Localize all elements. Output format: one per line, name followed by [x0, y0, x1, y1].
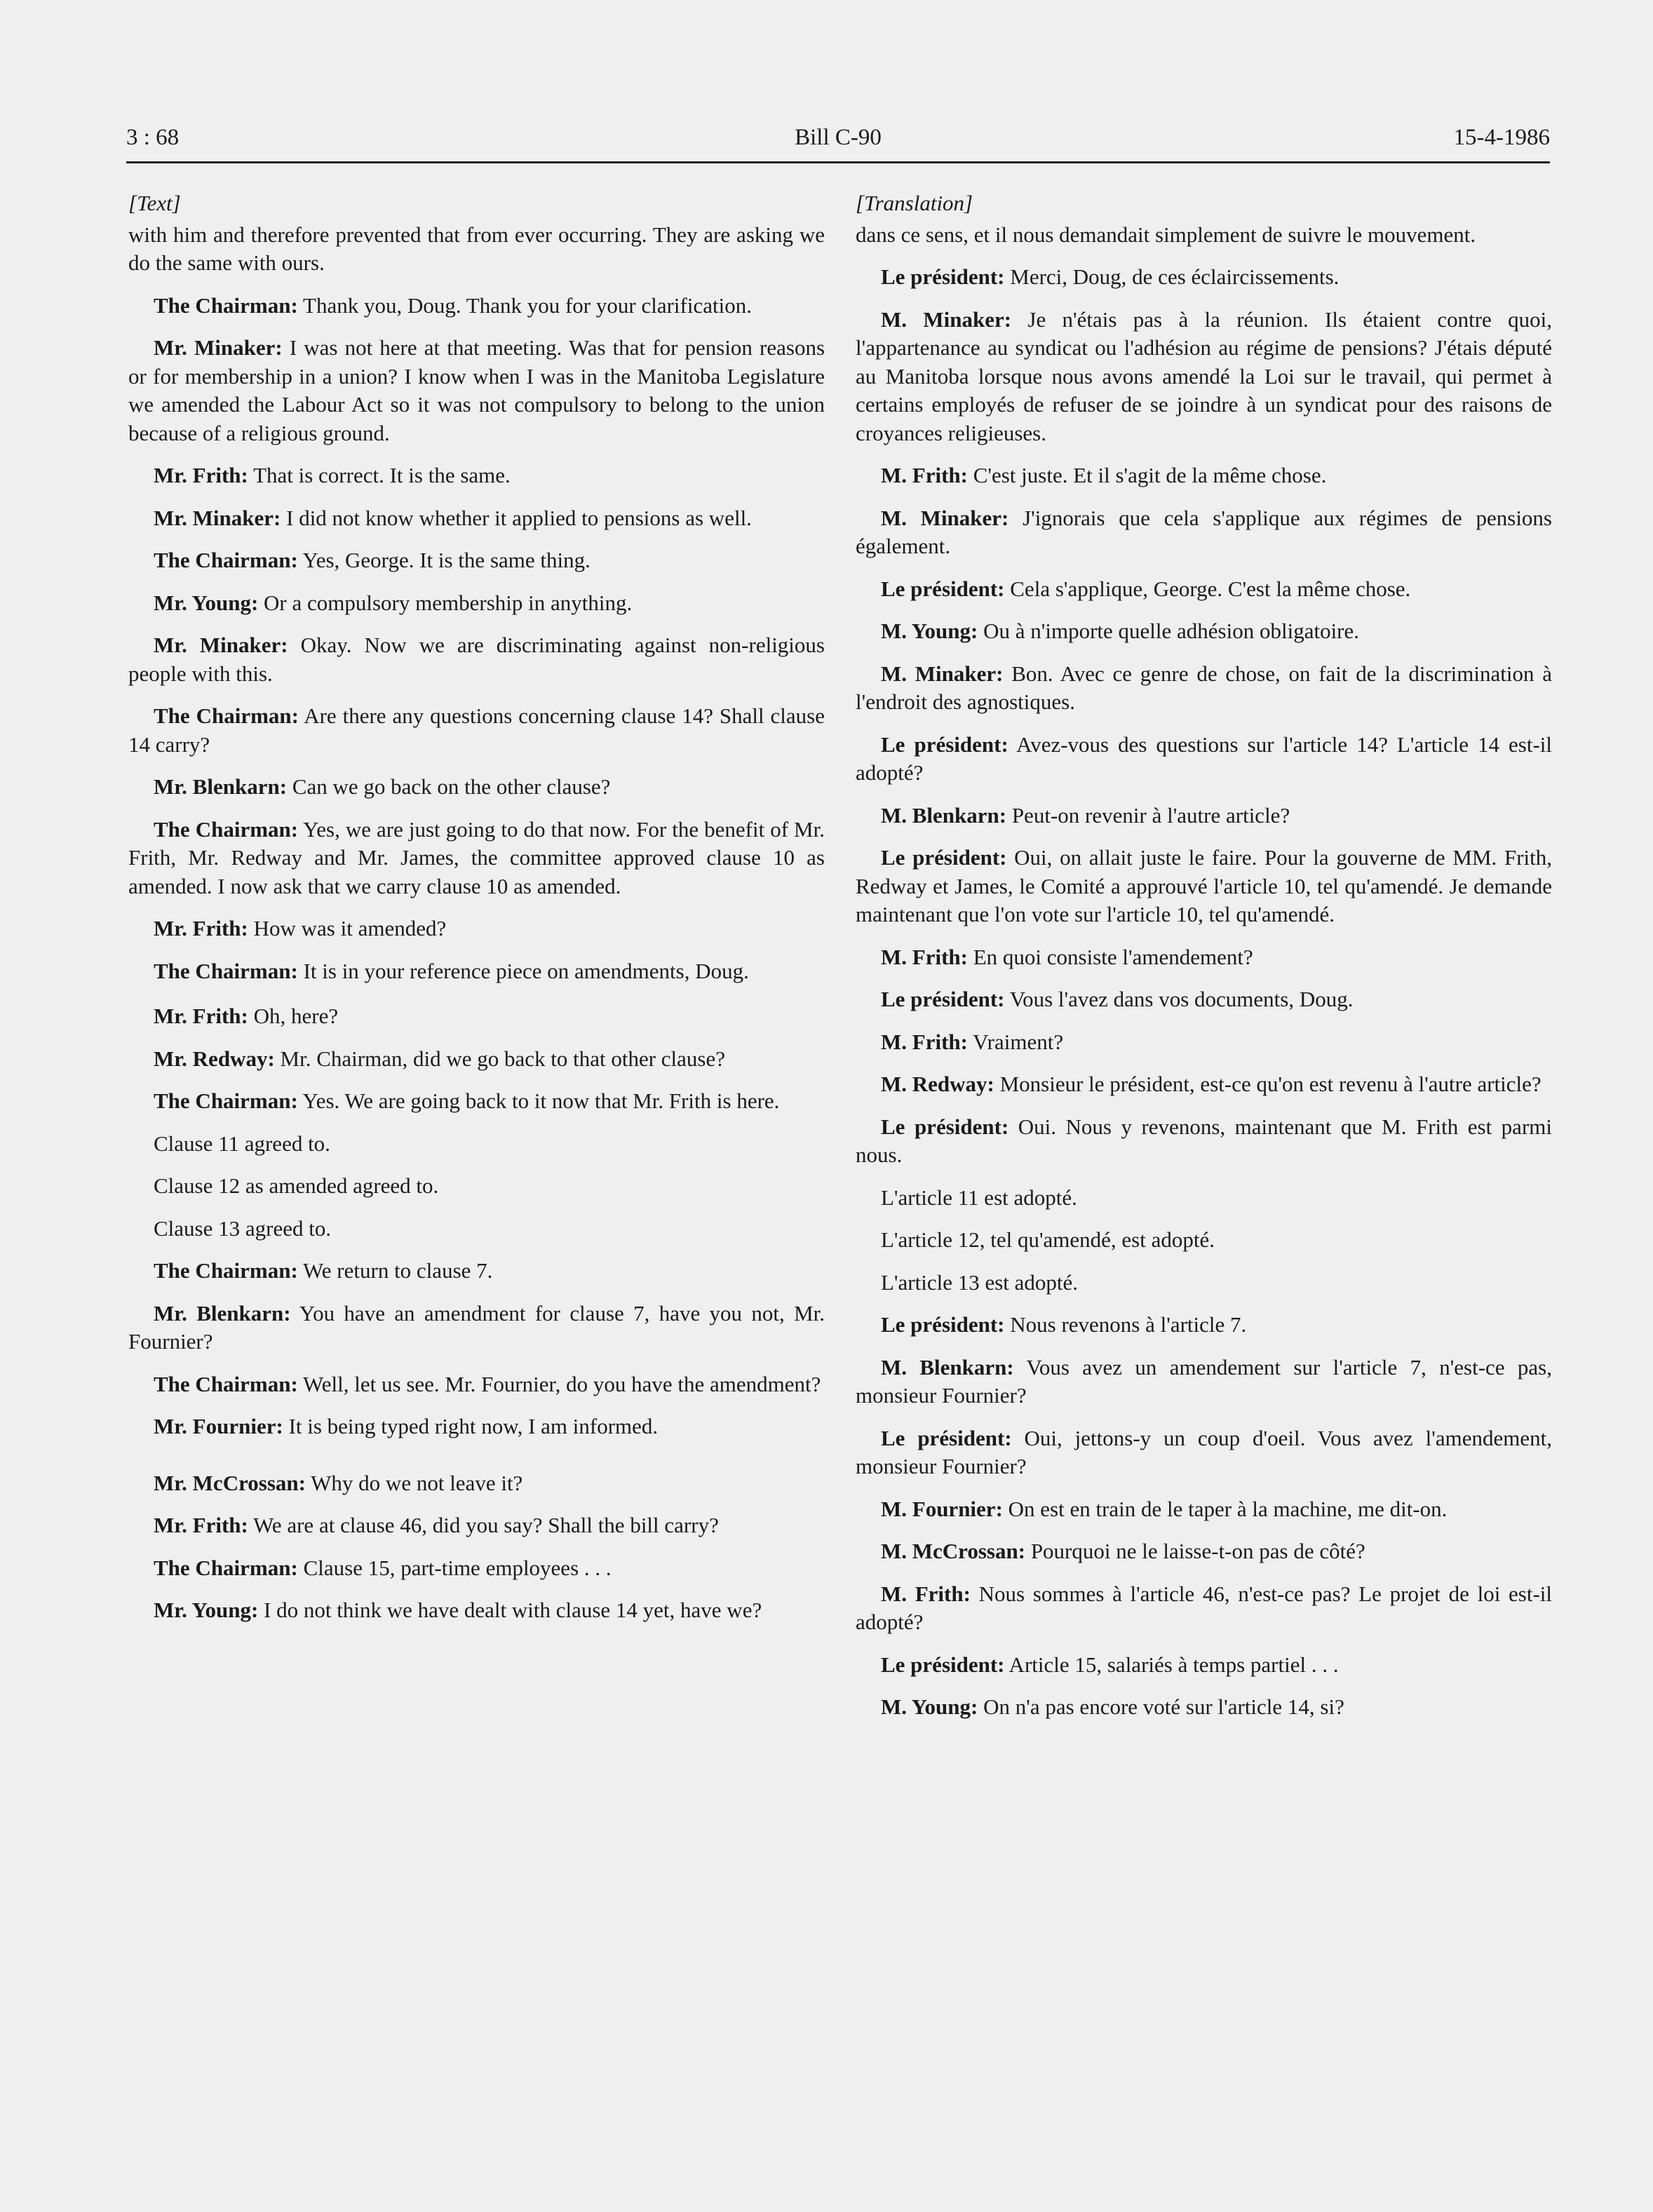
- transcript-paragraph: [856, 985, 1552, 1014]
- transcript-paragraph: [128, 1596, 825, 1625]
- speech-text: Clause 13 agreed to.: [154, 1215, 332, 1241]
- transcript-paragraph: [128, 1257, 825, 1286]
- speaker-name: The Chairman:: [154, 1371, 298, 1396]
- speech-text: That is correct. It is the same.: [248, 463, 511, 487]
- speech-text: You have an amendment for clause 7, have you not, Mr. Fournier?: [128, 1300, 825, 1354]
- transcript-paragraph: [856, 1693, 1552, 1722]
- speaker-name: Le président:: [881, 264, 1005, 289]
- transcript-paragraph: [128, 957, 825, 986]
- transcript-paragraph: [128, 1172, 825, 1201]
- speaker-name: Mr. Minaker:: [154, 633, 288, 657]
- speaker-name: M. Blenkarn:: [881, 1354, 1014, 1380]
- speaker-name: M. McCrossan:: [881, 1539, 1026, 1563]
- speaker-name: M. Minaker:: [881, 661, 1004, 686]
- transcript-paragraph: [856, 802, 1552, 830]
- transcript-paragraph: [856, 1113, 1552, 1170]
- transcript-paragraph: [128, 221, 825, 278]
- transcript-paragraph: [856, 1184, 1552, 1213]
- speech-text: Mr. Chairman, did we go back to that other clause?: [274, 1046, 725, 1071]
- speaker-name: The Chairman:: [154, 548, 298, 572]
- speech-text: Cela s'applique, George. C'est la même chose.: [1004, 576, 1411, 601]
- transcript-paragraph: [128, 915, 825, 943]
- transcript-paragraph: [128, 1554, 825, 1583]
- transcript-paragraph: [856, 263, 1552, 292]
- transcript-paragraph: [128, 1511, 825, 1540]
- speaker-name: M. Frith:: [881, 1581, 971, 1606]
- speaker-name: Mr. Frith:: [154, 916, 248, 940]
- speaker-name: Mr. McCrossan:: [154, 1470, 306, 1495]
- speech-text: L'article 12, tel qu'amendé, est adopté.: [881, 1227, 1215, 1252]
- transcript-paragraph: [128, 1215, 825, 1243]
- speech-text: dans ce sens, et il nous demandait simplement de suivre le mouvement.: [856, 222, 1476, 247]
- speaker-name: Le président:: [881, 987, 1005, 1011]
- transcript-paragraph: [128, 1130, 825, 1159]
- speaker-name: Mr. Minaker:: [154, 505, 281, 530]
- speaker-name: The Chairman:: [154, 1555, 298, 1580]
- speech-text: Nous sommes à l'article 46, n'est-ce pas? Le projet de loi est-il adopté?: [856, 1581, 1552, 1634]
- speaker-name: The Chairman:: [154, 1258, 298, 1283]
- speaker-name: M. Frith:: [881, 944, 968, 969]
- transcript-paragraph: [856, 1424, 1552, 1481]
- speaker-name: Mr. Young:: [154, 1598, 259, 1622]
- english-column: [128, 189, 825, 1639]
- speaker-name: Mr. Redway:: [154, 1046, 275, 1071]
- session-date: 15-4-1986: [1453, 125, 1550, 150]
- transcript-paragraph: [128, 589, 825, 618]
- speaker-name: Mr. Fournier:: [154, 1414, 283, 1438]
- transcript-paragraph: [856, 1070, 1552, 1099]
- speaker-name: Le président:: [881, 1652, 1005, 1677]
- speech-text: It is in your reference piece on amendments, Doug.: [297, 958, 749, 983]
- speaker-name: Mr. Minaker:: [154, 335, 283, 360]
- transcript-paragraph: [856, 575, 1552, 604]
- transcript-paragraph: [128, 1370, 825, 1399]
- transcript-paragraph: [128, 773, 825, 802]
- speaker-name: The Chairman:: [154, 1088, 298, 1113]
- speech-text: Okay. Now we are discriminating against non-religious people with this.: [128, 633, 825, 686]
- transcript-paragraph: [856, 461, 1552, 490]
- speaker-name: M. Minaker:: [881, 306, 1012, 332]
- speech-text: On n'a pas encore voté sur l'article 14, si?: [978, 1694, 1344, 1719]
- speaker-name: Mr. Frith:: [154, 1513, 248, 1537]
- bill-title: Bill C-90: [795, 125, 882, 150]
- speaker-name: Mr. Blenkarn:: [154, 1300, 291, 1326]
- transcript-paragraph: [856, 1651, 1552, 1680]
- speaker-name: M. Young:: [881, 1694, 978, 1719]
- speaker-name: Le président:: [881, 1114, 1009, 1139]
- transcript-paragraph: [128, 702, 825, 759]
- speech-text: Peut-on revenir à l'autre article?: [1006, 802, 1290, 828]
- speech-text: with him and therefore prevented that from ever occurring. They are asking we do the same with ours.: [128, 222, 825, 275]
- speaker-name: Le président:: [881, 1425, 1012, 1450]
- speech-text: Why do we not leave it?: [305, 1470, 523, 1495]
- speech-text: Oui, jettons-y un coup d'oeil. Vous avez l'amendement, monsieur Fournier?: [856, 1425, 1552, 1478]
- speech-text: En quoi consiste l'amendement?: [967, 944, 1253, 969]
- transcript-paragraph: [128, 816, 825, 901]
- speech-text: It is being typed right now, I am informed.: [283, 1414, 659, 1438]
- transcript-paragraph: [128, 546, 825, 575]
- speech-text: Are there any questions concerning clause 14? Shall clause 14 carry?: [128, 703, 825, 757]
- speech-text: Clause 15, part-time employees . . .: [297, 1555, 612, 1580]
- speech-text: Ou à n'importe quelle adhésion obligatoire.: [978, 619, 1360, 643]
- column-label: [Translation]: [856, 191, 973, 215]
- speech-text: Pourquoi ne le laisse-t-on pas de côté?: [1025, 1539, 1365, 1563]
- speaker-name: Le président:: [881, 845, 1007, 870]
- speaker-name: M. Fournier:: [881, 1496, 1003, 1521]
- french-column: [856, 189, 1552, 1736]
- running-head: [126, 119, 1550, 163]
- speech-text: Oh, here?: [248, 1004, 339, 1028]
- speaker-name: Mr. Young:: [154, 590, 259, 615]
- transcript-paragraph: [128, 1300, 825, 1356]
- transcript-paragraph: [856, 844, 1552, 929]
- transcript-paragraph: [856, 306, 1552, 448]
- speech-text: Clause 11 agreed to.: [154, 1131, 330, 1156]
- transcript-paragraph: [856, 221, 1552, 250]
- speech-text: Can we go back on the other clause?: [287, 774, 611, 799]
- speaker-name: The Chairman:: [154, 816, 299, 842]
- transcript-paragraph: [856, 1580, 1552, 1637]
- speech-text: Well, let us see. Mr. Fournier, do you have the amendment?: [297, 1371, 821, 1396]
- speech-text: We are at clause 46, did you say? Shall the bill carry?: [248, 1513, 719, 1537]
- speech-text: Avez-vous des questions sur l'article 14? L'article 14 est-il adopté?: [856, 731, 1552, 785]
- column-label: [Text]: [128, 191, 181, 215]
- speech-text: Je n'étais pas à la réunion. Ils étaient contre quoi, l'appartenance au syndicat ou l'adhésion au régime de pensions? J'étais député au Manitoba lorsque nous avons amendé la Loi sur le travail, qui permet à certains employés de refuser de se joindre à un syndicat pour des raisons de croyances religieuses.: [856, 306, 1552, 445]
- speaker-name: Mr. Frith:: [154, 463, 248, 487]
- transcript-paragraph: [128, 1002, 825, 1031]
- page-number: 3 : 68: [126, 125, 180, 150]
- transcript-paragraph: [128, 1087, 825, 1116]
- speech-text: Yes. We are going back to it now that Mr. Frith is here.: [297, 1088, 780, 1113]
- speech-text: Nous revenons à l'article 7.: [1004, 1312, 1247, 1337]
- speech-text: Bon. Avec ce genre de chose, on fait de la discrimination à l'endroit des agnostiques.: [856, 661, 1552, 714]
- transcript-paragraph: [856, 943, 1552, 972]
- speaker-name: The Chairman:: [154, 958, 298, 983]
- transcript-paragraph: [128, 631, 825, 688]
- speech-text: Clause 12 as amended agreed to.: [154, 1173, 439, 1198]
- speech-text: Yes, George. It is the same thing.: [297, 548, 591, 572]
- speaker-name: M. Blenkarn:: [881, 802, 1007, 828]
- speech-text: Or a compulsory membership in anything.: [258, 590, 633, 615]
- speaker-name: M. Redway:: [881, 1072, 994, 1096]
- transcript-paragraph: [856, 1028, 1552, 1057]
- speech-text: J'ignorais que cela s'applique aux régimes de pensions également.: [856, 505, 1552, 558]
- speech-text: C'est juste. Et il s'agit de la même chose.: [967, 463, 1327, 487]
- speech-text: Article 15, salariés à temps partiel . . .: [1004, 1652, 1339, 1677]
- speech-text: I did not know whether it applied to pensions as well.: [281, 505, 752, 530]
- transcript-paragraph: [856, 504, 1552, 561]
- speech-text: How was it amended?: [248, 916, 447, 940]
- speech-text: Oui. Nous y revenons, maintenant que M. Frith est parmi nous.: [856, 1114, 1552, 1167]
- transcript-paragraph: [128, 1045, 825, 1074]
- transcript-paragraph: [856, 1269, 1552, 1297]
- transcript-paragraph: [128, 292, 825, 321]
- speech-text: We return to clause 7.: [297, 1258, 493, 1283]
- transcript-paragraph: [128, 504, 825, 533]
- speech-text: Vous l'avez dans vos documents, Doug.: [1004, 987, 1354, 1011]
- speech-text: Vous avez un amendement sur l'article 7, n'est-ce pas, monsieur Fournier?: [856, 1354, 1552, 1408]
- transcript-paragraph: [856, 1226, 1552, 1255]
- transcript-paragraph: [856, 1354, 1552, 1410]
- speaker-name: Le président:: [881, 1312, 1005, 1337]
- speaker-name: M. Young:: [881, 619, 978, 643]
- transcript-paragraph: [856, 1495, 1552, 1524]
- transcript-paragraph: [856, 617, 1552, 646]
- speaker-name: The Chairman:: [154, 292, 298, 318]
- speaker-name: M. Frith:: [881, 1029, 968, 1054]
- speech-text: L'article 13 est adopté.: [881, 1269, 1079, 1295]
- speech-text: Monsieur le président, est-ce qu'on est revenu à l'autre article?: [994, 1072, 1541, 1096]
- speaker-name: Mr. Frith:: [154, 1004, 248, 1028]
- speech-text: Oui, on allait juste le faire. Pour la gouverne de MM. Frith, Redway et James, le Comité a approuvé l'article 10, tel qu'amendé. Je demande maintenant que l'on vote sur l'article 10, tel qu'amendé.: [856, 845, 1553, 926]
- speaker-name: The Chairman:: [154, 703, 299, 728]
- speaker-name: Le président:: [881, 731, 1008, 757]
- transcript-paragraph: [856, 1537, 1552, 1566]
- speaker-name: M. Frith:: [881, 463, 968, 487]
- speech-text: I do not think we have dealt with clause 14 yet, have we?: [258, 1598, 762, 1622]
- speech-text: L'article 11 est adopté.: [881, 1185, 1077, 1210]
- speech-text: Thank you, Doug. Thank you for your clarification.: [297, 292, 752, 318]
- speaker-name: Le président:: [881, 576, 1005, 601]
- speaker-name: M. Minaker:: [881, 505, 1009, 530]
- speaker-name: Mr. Blenkarn:: [154, 774, 288, 799]
- transcript-paragraph: [128, 1412, 825, 1441]
- speech-text: Merci, Doug, de ces éclaircissements.: [1004, 264, 1340, 289]
- speech-text: Yes, we are just going to do that now. For the benefit of Mr. Frith, Mr. Redway and Mr. James, the committee approved clause 10 as amended. I now ask that we carry clause 10 as amended.: [128, 816, 825, 898]
- speech-text: On est en train de le taper à la machine, me dit-on.: [1002, 1496, 1448, 1521]
- transcript-paragraph: [128, 461, 825, 490]
- speech-text: I was not here at that meeting. Was that for pension reasons or for membership in a union? I know when I was in the Manitoba Legislature we amended the Labour Act so it was not compulsory to belong to the union because of a religious ground.: [128, 335, 825, 445]
- transcript-paragraph: [856, 660, 1552, 717]
- transcript-paragraph: [856, 1311, 1552, 1340]
- speech-text: Vraiment?: [967, 1029, 1064, 1054]
- transcript-paragraph: [128, 334, 825, 447]
- transcript-paragraph: [856, 731, 1552, 788]
- transcript-paragraph: [128, 1469, 825, 1498]
